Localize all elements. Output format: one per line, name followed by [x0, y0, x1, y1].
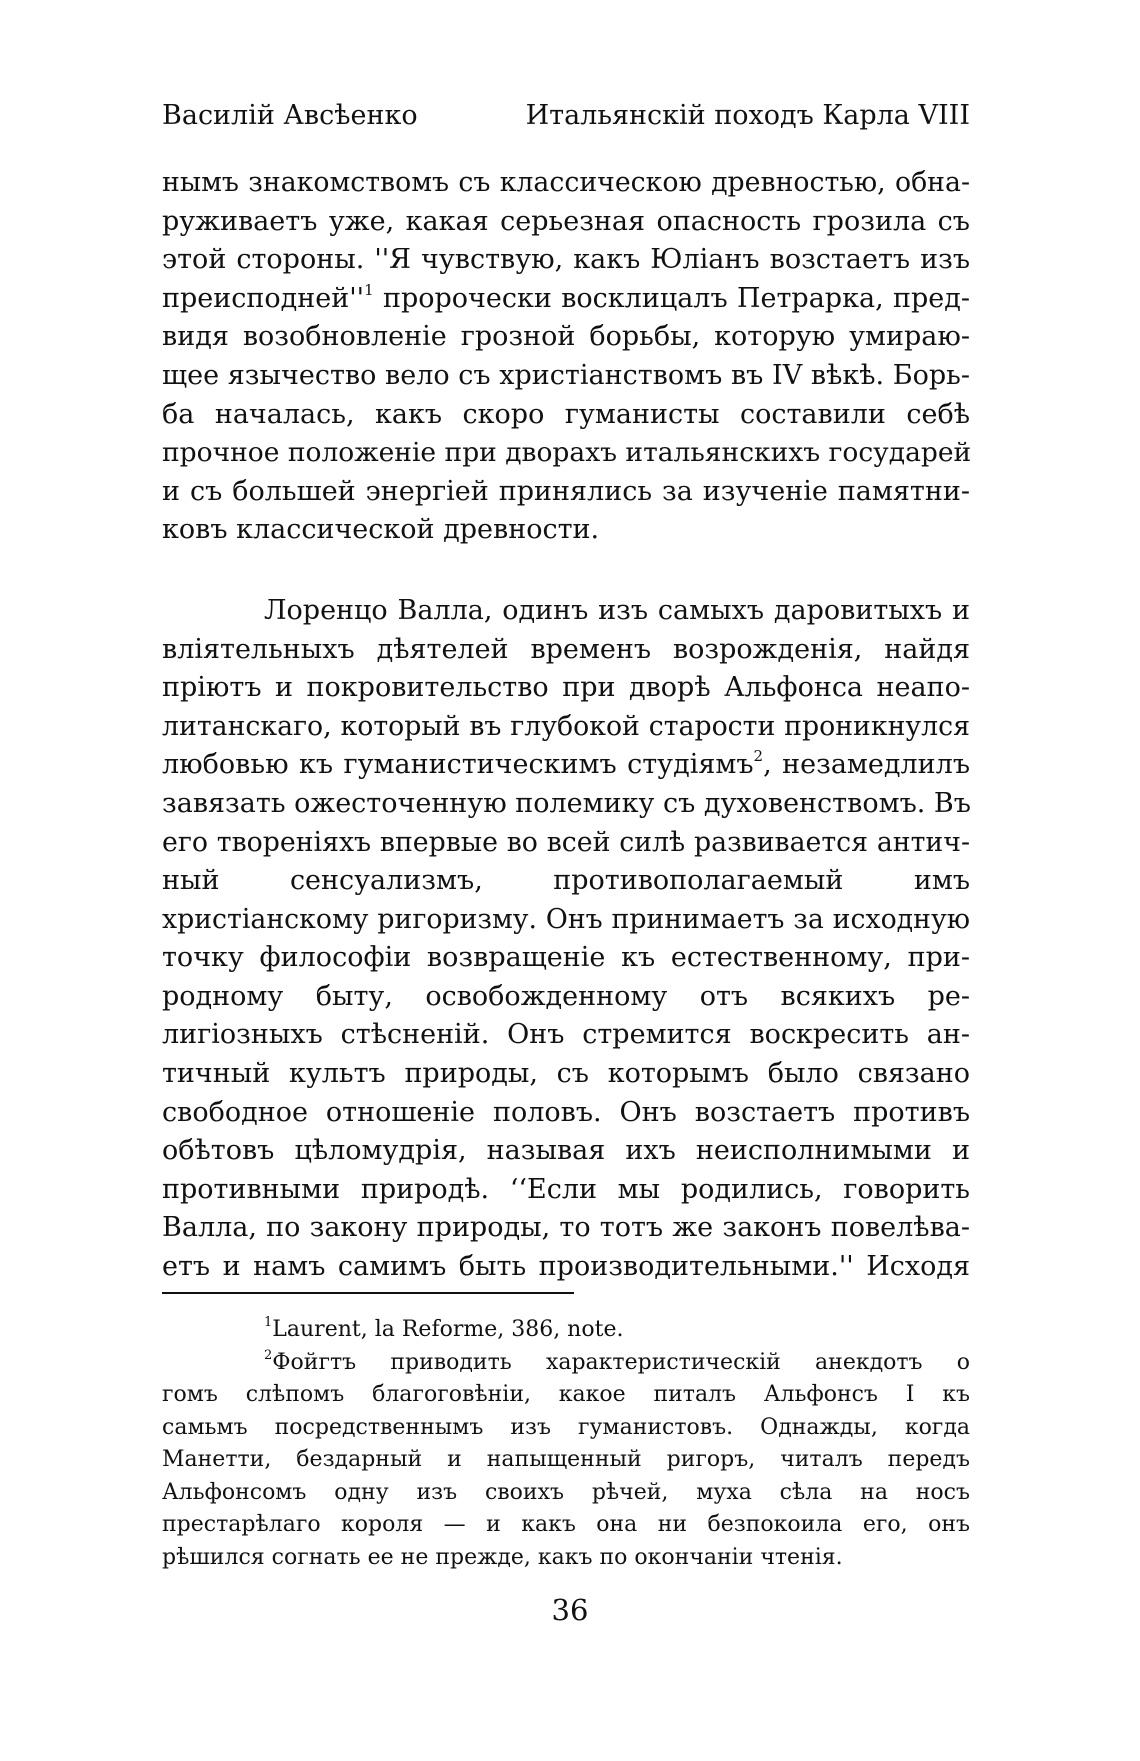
footnote-ref-2: 2	[753, 747, 764, 766]
footnote-line: рѣшился согнать ее не прежде, какъ по окончаніи чтенія.	[162, 1544, 843, 1570]
text-line: и съ большей энергіей принялись за изученіе памятни-	[162, 475, 970, 507]
text-line: пріютъ и покровительство при дворѣ Альфонса неапо-	[162, 672, 970, 704]
text-line: вліятельныхъ дѣятелей временъ возрожденія, найдя	[162, 633, 970, 665]
text-line: Валла, по закону природы, то тотъ же законъ повелѣва-	[162, 1212, 970, 1244]
text-line: етъ и намъ самимъ быть производительными.'' Исходя	[162, 1251, 970, 1283]
text-fragment: преисподней''	[162, 282, 365, 314]
footnote-text: Фойгтъ приводить характеристическій анекдотъ о	[272, 1349, 970, 1375]
footnote-1	[162, 1314, 970, 1347]
footnote-2	[162, 1347, 970, 1380]
text-line: литанскаго, который въ глубокой старости проникнулся	[162, 710, 970, 742]
footnote-text: Laurent, la Reforme, 386, note.	[272, 1317, 624, 1342]
text-line: его твореніяхъ впервые во всей силѣ развивается антич-	[162, 826, 970, 858]
header-author: Василій Авсѣенко	[162, 100, 418, 131]
text-line: руживаетъ уже, какая серьезная опасность грозила съ	[162, 205, 970, 237]
text-line	[162, 280, 970, 319]
text-line: лигіозныхъ стѣсненій. Онъ стремится воскресить ан-	[162, 1019, 970, 1051]
text-line: точку философіи возвращеніе къ естественному, при-	[162, 942, 970, 974]
footnote-mark-1: 1	[264, 1315, 273, 1330]
text-line: ковъ классической древности.	[162, 514, 600, 546]
text-fragment: любовью къ гуманистическимъ студіямъ	[162, 749, 754, 781]
text-line: противными природѣ. ‘‘Если мы родились, говорить	[162, 1173, 970, 1205]
footnote-divider	[162, 1292, 574, 1294]
text-line: нымъ знакомствомъ съ классическою древностью, обна-	[162, 167, 970, 198]
text-line: видя возобновленіе грозной борьбы, которую умираю-	[162, 321, 970, 353]
page-number: 36	[551, 1593, 589, 1627]
footnotes	[162, 1314, 970, 1574]
footnote-line: Манетти, бездарный и напыщенный ригоръ, читалъ передъ	[162, 1447, 970, 1472]
text-line: тичный культъ природы, съ которымъ было связано	[162, 1058, 970, 1090]
footnote-line: самьмъ посредственнымъ изъ гуманистовъ. Однажды, когда	[162, 1414, 970, 1440]
footnote-line: Альфонсомъ одну изъ своихъ рѣчей, муха сѣла на носъ	[162, 1479, 970, 1505]
text-line: прочное положеніе при дворахъ итальянскихъ государей	[162, 437, 972, 469]
text-line: Лоренцо Валла, одинъ изъ самыхъ даровитыхъ и	[264, 594, 970, 626]
text-line	[162, 746, 970, 785]
text-line: завязать ожесточенную полемику съ духовенствомъ. Въ	[162, 787, 971, 819]
text-line: родному быту, освобожденному отъ всякихъ ре-	[162, 980, 970, 1012]
footnote-mark-2: 2	[264, 1347, 273, 1363]
text-line: христіанскому ригоризму. Онъ принимаетъ за исходную	[162, 903, 970, 935]
text-fragment: , незамедлилъ	[763, 749, 970, 781]
paragraph-gap	[162, 550, 970, 592]
text-line: обѣтовъ цѣломудрія, называя ихъ неисполнимыми и	[162, 1135, 970, 1167]
main-text	[162, 164, 970, 1287]
running-header	[162, 98, 970, 134]
text-line: ба началась, какъ скоро гуманисты составили себѣ	[162, 398, 970, 430]
paragraph-1	[162, 164, 970, 550]
text-line: свободное отношеніе половъ. Онъ возстаетъ противъ	[162, 1096, 970, 1128]
footnote-ref-1: 1	[364, 280, 374, 299]
text-fragment: пророчески восклицалъ Петрарка, пред-	[382, 282, 970, 314]
text-line: этой стороны. ''Я чувствую, какъ Юліанъ возстаетъ изъ	[162, 244, 970, 276]
paragraph-2	[162, 592, 970, 1287]
header-title: Итальянскій походъ Карла VIII	[525, 100, 970, 131]
text-line: ный сенсуализмъ, противополагаемый имъ	[162, 865, 970, 897]
footnote-line: престарѣлаго короля — и какъ она ни безпокоила его, онъ	[162, 1512, 970, 1537]
text-line: щее язычество вело съ христіанствомъ въ IV вѣкѣ. Борь-	[162, 359, 970, 391]
footnote-line: гомъ слѣпомъ благоговѣніи, какое питалъ Альфонсъ I къ	[162, 1382, 970, 1407]
